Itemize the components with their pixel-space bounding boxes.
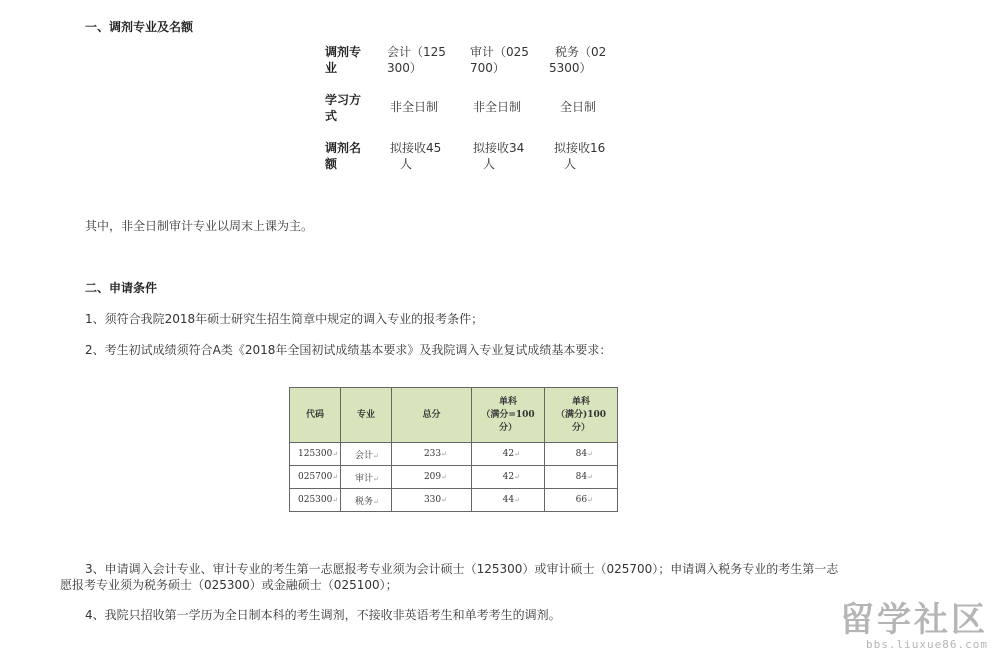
cell-total: 330↵ [392, 489, 472, 512]
watermark-url: bbs.liuxue86.com [866, 638, 988, 651]
cell-single-1: 42↵ [472, 443, 545, 466]
cell: 拟接收34 人 [473, 141, 525, 171]
table-row [290, 489, 618, 512]
cell-single-2: 66↵ [545, 489, 618, 512]
section1-note: 其中，非全日制审计专业以周末上课为主。 [85, 219, 314, 233]
cell-code: 025300↵ [290, 489, 341, 512]
header-code: 代码 [290, 388, 341, 443]
cell-single-1: 42↵ [472, 466, 545, 489]
condition-3-line2: 愿报考专业须为税务硕士（025300）或金融硕士（025100）； [60, 578, 398, 592]
cell-major: 会计↵ [341, 443, 392, 466]
cell-single-2: 84↵ [545, 466, 618, 489]
header-total: 总分 [392, 388, 472, 443]
row-label: 调剂名 额 [325, 141, 362, 171]
header-single-1: 单科 （满分=100 分） [472, 388, 545, 443]
cell: 税务（02 5300） [549, 45, 607, 75]
cell: 非全日制 [390, 100, 439, 114]
cell-code: 125300↵ [290, 443, 341, 466]
adjustment-table [323, 44, 623, 188]
adjustment-row-quota [323, 140, 623, 188]
section1-title: 一、调剂专业及名额 [85, 20, 194, 34]
cell-total: 233↵ [392, 443, 472, 466]
header-single-2: 单科 （满分)100 分） [545, 388, 618, 443]
adjustment-row-mode [323, 92, 623, 140]
cell-total: 209↵ [392, 466, 472, 489]
cell: 全日制 [560, 100, 597, 114]
row-label: 调剂专 业 [325, 45, 362, 75]
watermark [840, 602, 988, 651]
cell-single-1: 44↵ [472, 489, 545, 512]
cell: 审计（025 700） [470, 45, 529, 75]
condition-4: 4、我院只招收第一学历为全日制本科的考生调剂，不接收非英语考生和单考考生的调剂。 [85, 608, 561, 622]
condition-3-line1: 3、申请调入会计专业、审计专业的考生第一志愿报考专业须为会计硕士（125300）或审计硕士（025700）；申请调入税务专业的考生第一志 [85, 562, 839, 576]
cell: 拟接收16 人 [554, 141, 606, 171]
table-header-row [290, 388, 618, 443]
cell: 会计（125 300） [387, 45, 446, 75]
table-row [290, 466, 618, 489]
section2-title: 二、申请条件 [85, 281, 158, 295]
condition-1: 1、须符合我院2018年硕士研究生招生简章中规定的调入专业的报考条件； [85, 312, 484, 326]
condition-2: 2、考生初试成绩须符合A类《2018年全国初试成绩基本要求》及我院调入专业复试成绩基本要求： [85, 343, 612, 357]
header-major: 专业 [341, 388, 392, 443]
cell: 非全日制 [473, 100, 522, 114]
row-label: 学习方 式 [325, 93, 362, 123]
score-requirement-table [289, 387, 618, 512]
cell-major: 审计↵ [341, 466, 392, 489]
cell-major: 税务↵ [341, 489, 392, 512]
cell-code: 025700↵ [290, 466, 341, 489]
watermark-brand: 留学社区 [840, 600, 988, 640]
cell: 拟接收45 人 [390, 141, 442, 171]
adjustment-row-major [323, 44, 623, 92]
cell-single-2: 84↵ [545, 443, 618, 466]
table-row [290, 443, 618, 466]
